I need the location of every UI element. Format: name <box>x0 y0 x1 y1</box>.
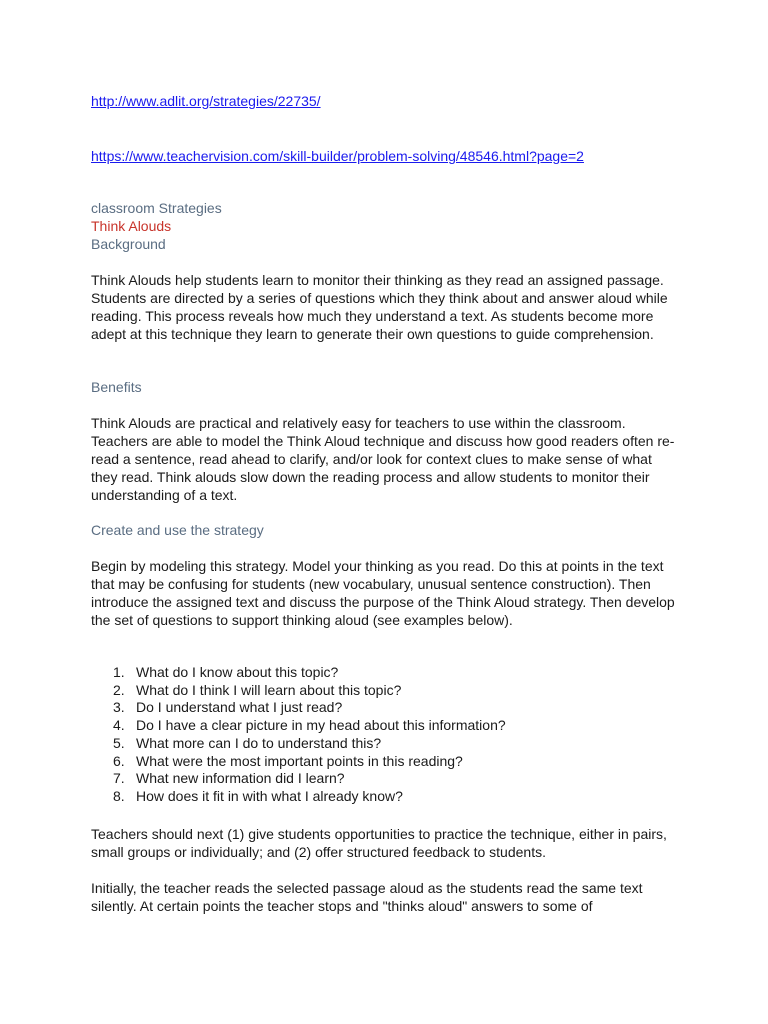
list-item <box>91 753 506 771</box>
benefits-paragraph: Think Alouds are practical and relatively easy for teachers to use within the classroom. Teachers are able to model the Think Aloud technique and discuss how good readers often re-read a sentence, read ahead to clarify, and/or look for context clues to make sense of what they read. Think alouds slow down the reading process and allow students to monitor their understanding of a text. <box>91 415 675 503</box>
list-item-number: 4. <box>113 717 125 734</box>
list-item-number: 5. <box>113 734 125 751</box>
list-item-text: What do I think I will learn about this topic? <box>136 681 402 698</box>
create-strategy-paragraph: Begin by modeling this strategy. Model your thinking as you read. Do this at points in the text that may be confusing for students (new vocabulary, unusual sentence construction). Then introduce the assigned text and discuss the purpose of the Think Aloud strategy. Then develop the set of questions to support thinking aloud (see examples below). <box>91 558 675 628</box>
list-item <box>91 770 506 788</box>
list-item-text: Do I understand what I just read? <box>136 699 343 716</box>
background-paragraph: Think Alouds help students learn to monitor their thinking as they read an assigned passage. Students are directed by a series of questions which they think about and answer aloud while reading. This process reveals how much they understand a text. As students become more adept at this technique they learn to generate their own questions to guide comprehension. <box>91 272 668 342</box>
page-title: Think Alouds <box>91 218 172 234</box>
initially-paragraph: Initially, the teacher reads the selected passage aloud as the students read the same text silently. At certain points the teacher stops and "thinks aloud" answers to some of <box>91 880 643 914</box>
list-item-number: 7. <box>113 770 125 787</box>
create-strategy-heading: Create and use the strategy <box>91 522 264 538</box>
list-item-number: 8. <box>113 787 125 804</box>
category-heading: classroom Strategies <box>91 200 222 216</box>
list-item-number: 1. <box>113 664 125 680</box>
list-item-text: What new information did I learn? <box>136 770 345 787</box>
list-item-text: Do I have a clear picture in my head about this information? <box>136 717 506 734</box>
benefits-heading: Benefits <box>91 379 142 395</box>
list-item <box>91 682 506 700</box>
list-item-text: What do I know about this topic? <box>136 664 339 680</box>
list-item-number: 2. <box>113 681 125 698</box>
teachervision-link[interactable]: https://www.teachervision.com/skill-builder/problem-solving/48546.html?page=2 <box>91 148 584 164</box>
list-item <box>91 717 506 735</box>
section-heading-block <box>91 199 222 253</box>
adlit-link[interactable]: http://www.adlit.org/strategies/22735/ <box>91 93 321 109</box>
list-item <box>91 664 506 682</box>
practice-paragraph: Teachers should next (1) give students opportunities to practice the technique, either in pairs, small groups or individually; and (2) offer structured feedback to students. <box>91 826 667 860</box>
list-item-text: What were the most important points in this reading? <box>136 752 463 769</box>
list-item <box>91 788 506 806</box>
question-list <box>91 664 506 806</box>
list-item-text: What more can I do to understand this? <box>136 734 382 751</box>
background-heading: Background <box>91 236 166 252</box>
list-item-number: 3. <box>113 699 125 716</box>
list-item-number: 6. <box>113 752 125 769</box>
list-item <box>91 699 506 717</box>
list-item <box>91 735 506 753</box>
list-item-text: How does it fit in with what I already know? <box>136 787 403 804</box>
